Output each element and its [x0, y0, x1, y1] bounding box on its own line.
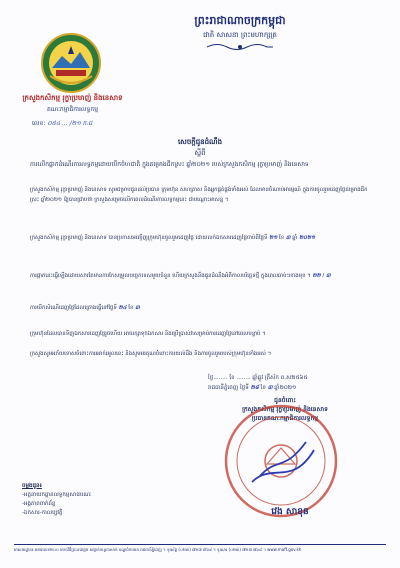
cc-list	[22, 482, 172, 518]
footer-address: អាសយដ្ឋាន៖ អគារលេខ២០០ មហាវិថីព្រះនរោត្តម សង្កាត់ទន្លេបាសាក់ ខណ្ឌចំការមន រាជធានីភ្នំពេញ ។ ទូរស័ព្ទ (០២៣) ៧២៧ ៧៦៨ ។ ទូរសារ (០២៣) ៧២៧ ៧៦៨ ។ www.maff.gov.kh	[14, 547, 302, 552]
document-subject: ការលើកផ្អាកដំណើរការលទ្ធកម្មដោយបើកចំហជាតិ ក្នុងគម្រោងជីកស្រះ ឆ្នាំ២០២១ របស់ក្រសួងកសិកម្ម រុក្ខាប្រមាញ់ និងនេសាទ	[30, 161, 309, 168]
issue-day: ២៨	[250, 384, 259, 391]
paragraph-3-text: ការផ្អាកនេះធ្វើឡើងដោយសារតែមានការកែសម្រួលបច្ចេកទេសមួយចំនួន ហើយក្រសួងនឹងជូនដំណឹងអំពីកាលបរិច្ឆេទថ្មី ក្នុងពេលឆាប់ៗខាងមុខ ។	[30, 273, 311, 279]
national-motto: ជាតិ សាសនា ព្រះមហាក្សត្រ	[203, 31, 277, 39]
official-stamp	[222, 402, 340, 520]
kingdom-heading: ព្រះរាជាណាចក្រកម្ពុជា	[194, 14, 286, 27]
ministry-name: ក្រសួងកសិកម្ម រុក្ខាប្រមាញ់ និងនេសាទ	[22, 94, 123, 102]
paragraph-3: ការផ្អាកនេះធ្វើឡើងដោយសារតែមានការកែសម្រួលបច្ចេកទេសមួយចំនួន ហើយក្រសួងនឹងជូនដំណឹងអំពីកាលបរិច្ឆេទថ្មី ក្នុងពេលឆាប់ៗខាងមុខ ។ ២២ / ៣	[30, 273, 331, 279]
handwritten-day-2: ២២	[312, 273, 321, 279]
footer-divider	[14, 544, 386, 545]
document-type-title: សេចក្តីជូនដំណឹង	[177, 138, 223, 146]
paragraph-4-text: ការបើកសំណើដេញថ្លៃដែលគ្រោងធ្វើនៅថ្ងៃទី	[30, 305, 117, 311]
doc-number-value: ០៥៤ ... /២១ ក.ជ	[47, 120, 93, 127]
cc-item: -ឯកសារ-កាលប្បវត្តិ	[22, 510, 63, 516]
signature-title: ជូនចំពោះ ក្រសួងកសិកម្ម រុក្ខាប្រមាញ់ និងនេសាទ ប្រធានគណៈកម្មាធិការលទ្ធកម្ម	[242, 397, 328, 422]
paragraph-2: ក្រសួងកសិកម្ម រុក្ខាប្រមាញ់ និងនេសាទ បានប្រកាសអញ្ជើញក្រុមហ៊ុនចូលរួមដេញថ្លៃ ដោយលក់ឯកសារដេញថ្លៃចាប់ពីថ្ងៃទី ២១ ខែ ៣ ឆ្នាំ ២០២១	[30, 235, 316, 241]
signatory-name: វេង សាខុន	[271, 507, 309, 517]
ministry-logo-emblem	[40, 32, 102, 94]
procurement-committee: គណៈកម្មាធិការលទ្ធកម្ម	[46, 106, 99, 113]
handwritten-month: ៣	[285, 235, 291, 241]
handwritten-day-3: ២៤	[118, 305, 127, 311]
paragraph-1: ក្រសួងកសិកម្ម រុក្ខាប្រមាញ់ និងនេសាទ សូមជម្រាបជូនដល់ប្រធាន ក្រុមហ៊ុន សហគ្រាស និងអ្នកផ្គត់ផ្គង់ទាំងអស់ ដែលមានចំណាប់អារម្មណ៍ ក្នុងការចូលរួមដេញថ្លៃគម្រោងជីកស្រះ ឆ្នាំ២០២១ ឱ្យបានជ្រាបថា ក្រសួងសម្រេចលើកពេលដំណើរការលទ្ធកម្មនេះ ជាបណ្តោះអាសន្ន ។	[30, 187, 368, 203]
doc-number-label: លេខ:	[32, 120, 46, 127]
cc-heading: ចម្លងជូន៖	[22, 483, 42, 489]
handwritten-day: ២១	[269, 235, 278, 241]
cc-item: -អគ្គនាយកដ្ឋានលទ្ធកម្មសាធារណៈ	[22, 492, 92, 498]
lunar-date: ថ្ងៃ........ ខែ ........ ឆ្នាំឆ្លូវ ត្រីស័ក ព.ស២៥៦៥	[208, 375, 308, 381]
document-number	[32, 120, 132, 128]
handwritten-month-2: ៣	[325, 273, 331, 279]
issue-month: ៣	[267, 384, 273, 391]
paragraph-4: ការបើកសំណើដេញថ្លៃដែលគ្រោងធ្វើនៅថ្ងៃទី ២៤ ខែ ៣	[30, 305, 140, 311]
paragraph-2-text: ក្រសួងកសិកម្ម រុក្ខាប្រមាញ់ និងនេសាទ បានប្រកាសអញ្ជើញក្រុមហ៊ុនចូលរួមដេញថ្លៃ ដោយលក់ឯកសារដេញថ្លៃចាប់ពីថ្ងៃទី	[30, 235, 268, 241]
issue-date: រាជធានីភ្នំពេញ ថ្ងៃទី ២៨ ខែ ៣ ឆ្នាំ២០២១	[208, 384, 297, 391]
handwritten-month-3: ៣	[135, 305, 140, 311]
ornament-divider	[205, 42, 275, 52]
handwritten-year: ២០២១	[299, 235, 316, 241]
paragraph-5: ក្រុមហ៊ុនដែលបានទិញឯកសារដេញថ្លៃរួចហើយ អាចរក្សាទុកឯកសារ និងប្រើប្រាស់វាសម្រាប់ការដេញថ្លៃនៅពេលបន្ទាប់ ។	[30, 331, 266, 337]
cc-item: -អង្គភាពពាក់ព័ន្ធ	[22, 501, 56, 507]
paragraph-6: ក្រសួងសូមអភ័យទោសចំពោះការរអាក់រអួលនេះ និងសូមអរគុណចំពោះការយល់ដឹង និងការចូលរួមរបស់ក្រុមហ៊ុនទាំងអស់ ។	[30, 351, 272, 357]
date-block	[208, 374, 378, 393]
document-subtitle: ស្តីពី	[194, 149, 206, 157]
